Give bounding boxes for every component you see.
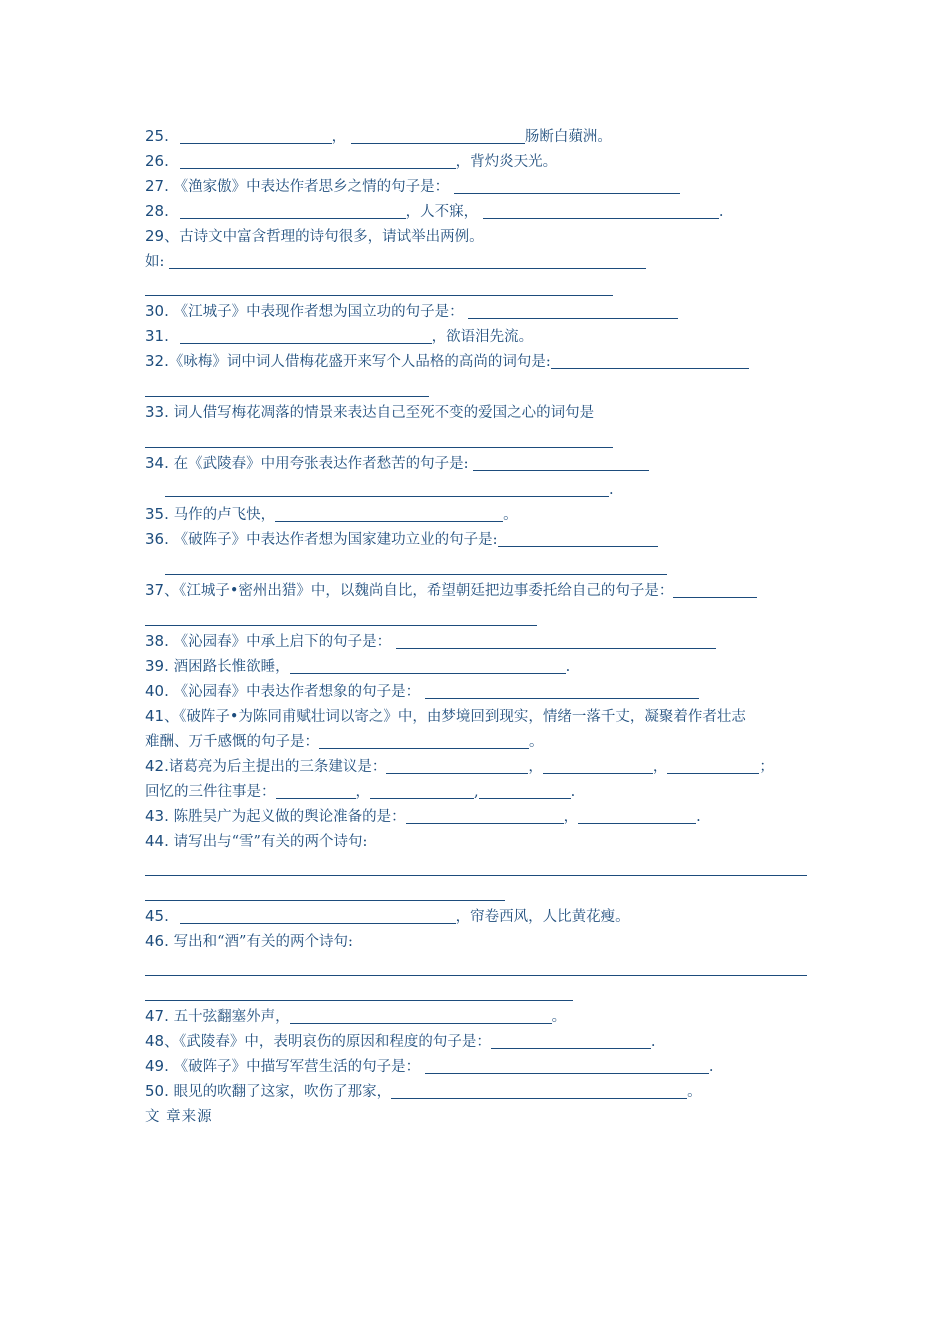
question-46-line-2 [145,979,810,1004]
question-35: 35. 马作的卢飞快， 。 [145,505,518,523]
question-28: 28. ，人不寐， . [145,202,724,220]
question-34: 34. 在《武陵春》中用夸张表达作者愁苦的句子是: [145,451,810,477]
answer-line[interactable] [145,875,807,876]
answer-blank[interactable] [673,582,757,598]
question-31: 31. ，欲语泪先流。 [145,327,534,345]
answer-blank[interactable] [543,758,653,774]
answer-line[interactable] [145,900,505,901]
answer-blank[interactable] [391,1083,687,1099]
question-49: 49. 《破阵子》中描写军营生活的句子是： . [145,1057,714,1075]
question-39: 39. 酒困路长惟欲睡， . [145,657,571,675]
answer-blank[interactable] [491,1033,651,1049]
answer-blank[interactable] [483,203,719,219]
question-44: 44. 请写出与“雪”有关的两个诗句: [145,832,368,850]
answer-blank[interactable] [276,783,356,799]
answer-blank[interactable] [351,128,525,144]
question-38: 38. 《沁园春》中承上启下的句子是： [145,629,810,654]
question-30: 30. 《江城子》中表现作者想为国立功的句子是： [145,299,810,324]
question-37: 37、《江城子•密州出猎》中，以魏尚自比，希望朝廷把边事委托给自己的句子是： [145,578,810,603]
answer-blank[interactable] [551,353,749,369]
answer-blank[interactable] [473,455,649,471]
answer-line[interactable] [145,625,537,626]
question-32: 32.《咏梅》词中词人借梅花盛开来写个人品格的高尚的词句是: [145,349,810,374]
answer-blank[interactable] [290,1008,552,1024]
answer-blank[interactable] [180,328,432,344]
answer-blank[interactable] [425,683,699,699]
question-43: 43. 陈胜吴广为起义做的舆论准备的是： ， . [145,807,701,825]
answer-blank[interactable] [290,658,566,674]
answer-blank[interactable] [578,808,696,824]
question-32-line-2 [145,374,810,400]
question-29-answer-1: 如: [145,249,810,274]
answer-blank[interactable] [396,633,716,649]
answer-blank[interactable] [180,908,456,924]
question-47: 47. 五十弦翻塞外声， 。 [145,1007,567,1025]
question-34-line-2: . [145,477,810,502]
answer-blank[interactable] [425,1058,709,1074]
question-27: 27. 《渔家傲》中表达作者思乡之情的句子是： [145,174,810,199]
answer-blank[interactable] [180,203,406,219]
question-list [145,124,810,1129]
answer-line[interactable] [145,295,613,296]
answer-blank[interactable] [165,481,609,497]
question-37-line-2 [145,603,810,629]
answer-line[interactable] [165,574,667,575]
answer-line[interactable] [145,447,613,448]
question-42: 42.诸葛亮为后主提出的三条建议是： ， ， ； [145,757,774,775]
answer-blank[interactable] [180,153,456,169]
answer-line[interactable] [145,1000,573,1001]
question-50: 50. 眼见的吹翻了这家，吹伤了那家， 。 [145,1082,702,1100]
question-29-answer-2 [145,274,810,299]
answer-blank[interactable] [667,758,759,774]
question-36: 36. 《破阵子》中表达作者想为国家建功立业的句子是: [145,527,810,552]
question-44-line-2 [145,879,810,904]
question-41: 41、《破阵子•为陈同甫赋壮词以寄之》中，由梦境回到现实，情绪一落千丈，凝聚着作者壮志 [145,707,746,725]
question-45: 45. ，帘卷西风，人比黄花瘦。 [145,907,630,925]
question-33-line-2 [145,426,810,451]
answer-blank[interactable] [479,783,571,799]
answer-blank[interactable] [180,128,332,144]
source-note: 文 章来源 [145,1109,213,1125]
question-29: 29、古诗文中富含哲理的诗句很多，请试举出两例。 [145,227,484,245]
answer-blank[interactable] [169,253,646,269]
answer-line[interactable] [145,975,807,976]
question-44-line-1 [145,854,810,879]
answer-blank[interactable] [406,808,564,824]
answer-line[interactable] [145,396,429,397]
question-25: 25. ， 肠断白蘋洲。 [145,127,612,145]
answer-blank[interactable] [498,531,658,547]
question-26: 26. ，背灼炎天光。 [145,152,558,170]
answer-blank[interactable] [275,506,503,522]
answer-blank[interactable] [454,178,680,194]
question-40: 40. 《沁园春》中表达作者想象的句子是： [145,679,810,704]
question-33: 33. 词人借写梅花凋落的情景来表达自己至死不变的爱国之心的词句是 [145,403,595,421]
question-42-line-2: 回忆的三件往事是： ， , . [145,784,576,800]
answer-blank[interactable] [386,758,528,774]
answer-blank[interactable] [468,303,678,319]
question-48: 48、《武陵春》中，表明哀伤的原因和程度的句子是： . [145,1032,656,1050]
answer-blank[interactable] [319,733,529,749]
question-36-line-2 [145,552,810,578]
answer-blank[interactable] [370,783,474,799]
question-46-line-1 [145,954,810,979]
question-46: 46. 写出和“酒”有关的两个诗句: [145,932,353,950]
question-41-line-2: 难酬、万千感慨的句子是： 。 [145,734,544,750]
